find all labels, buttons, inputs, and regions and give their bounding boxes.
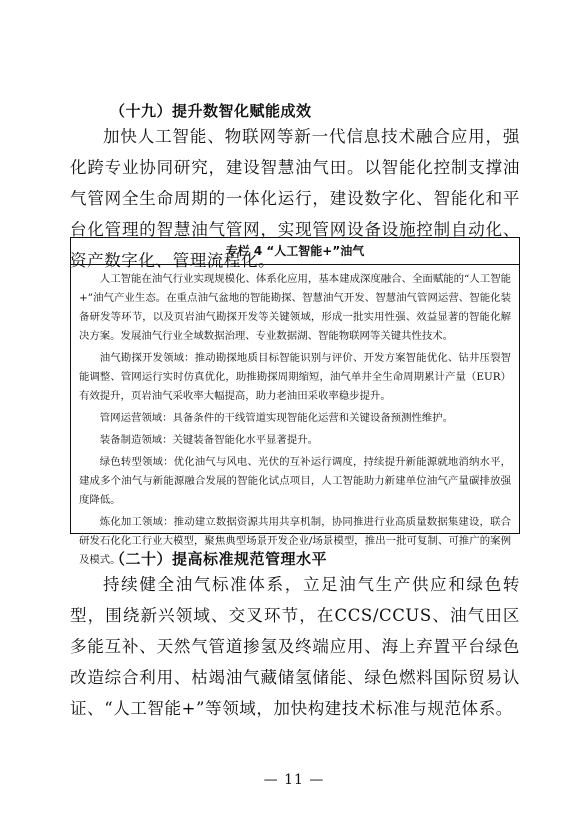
box-item-text: 具备条件的干线管道实现智能化运营和关键设备预测性维护。 bbox=[172, 412, 454, 424]
box-item-text: 推动勘探地质目标智能识别与评价、开发方案智能优化、钻井压裂智能调整、管网运行实时仿真优化，助推勘探周期缩短，油气单井全生命周期累计产量（EUR）有效提升，页岩油气采收率大幅提高，助力老油田采收率稳步提升。 bbox=[79, 352, 512, 402]
box-item-text: 优化油气与风电、光伏的互补运行调度，持续提升新能源就地消纳水平，建成多个油气与新能源融合发展的智能化试点项目，人工智能助力新建单位油气产量碳排放强度降低。 bbox=[79, 456, 512, 506]
section-20-paragraph: 持续健全油气标准体系，立足油气生产供应和绿色转型，围绕新兴领域、交叉环节，在CCS/CCUS、油气田区多能互补、天然气管道掺氢及终端应用、海上弃置平台绿色改造综合利用、枯竭油气藏储氢储能、绿色燃料国际贸易认证、“人工智能+”等领域，加快构建技术标准与规范体系。 bbox=[70, 575, 520, 718]
box-item-lead: 炼化加工领域： bbox=[99, 516, 174, 528]
box-item-lead: 油气勘探开发领域： bbox=[99, 352, 195, 364]
box-intro: 人工智能在油气行业实现规模化、体系化应用，基本建成深度融合、全面赋能的“人工智能+”油气产业生态。在重点油气盆地的智能勘探、智慧油气开发、智慧油气管网运营、智能化装备研发等环节，以及页岩油气勘探开发等关键领域，形成一批实用性强、效益显著的智能化解决方案。发展油气行业全域数据治理、专业数据湖、智能物联网等关键共性技术。 bbox=[79, 273, 511, 342]
section-19-heading: （十九）提升数智化赋能成效 bbox=[110, 102, 312, 120]
box-item-pipeline bbox=[79, 409, 511, 428]
box-title: 专栏 4 “人工智能+”油气 bbox=[71, 238, 519, 265]
section-20-heading: （二十）提高标准规范管理水平 bbox=[110, 550, 328, 568]
box-item-text: 推动建立数据资源共用共享机制，协同推进行业高质量数据集建设，联合研发石化化工行业大模型，聚焦典型场景开发企业/场景模型，推出一批可复制、可推广的案例及模式。 bbox=[79, 516, 512, 566]
box-item-lead: 绿色转型领域： bbox=[99, 456, 174, 468]
page-number: — 11 — bbox=[263, 772, 325, 788]
section-19-paragraph: 加快人工智能、物联网等新一代信息技术融合应用，强化跨专业协同研究，建设智慧油气田。以智能化控制支撑油气管网全生命周期的一体化运行，建设数字化、智能化和平台化管理的智慧油气管网，实现管网设备设施控制自动化、资产数字化、管理流程化。 bbox=[70, 127, 520, 270]
box-item-equipment bbox=[79, 431, 511, 450]
box-item-exploration bbox=[79, 349, 511, 406]
box-item-green bbox=[79, 453, 511, 510]
box-item-lead: 管网运营领域： bbox=[99, 412, 173, 424]
box-item-text: 关键装备智能化水平显著提升。 bbox=[172, 434, 318, 446]
box-body bbox=[71, 265, 519, 570]
box-item-lead: 装备制造领域： bbox=[99, 434, 173, 446]
